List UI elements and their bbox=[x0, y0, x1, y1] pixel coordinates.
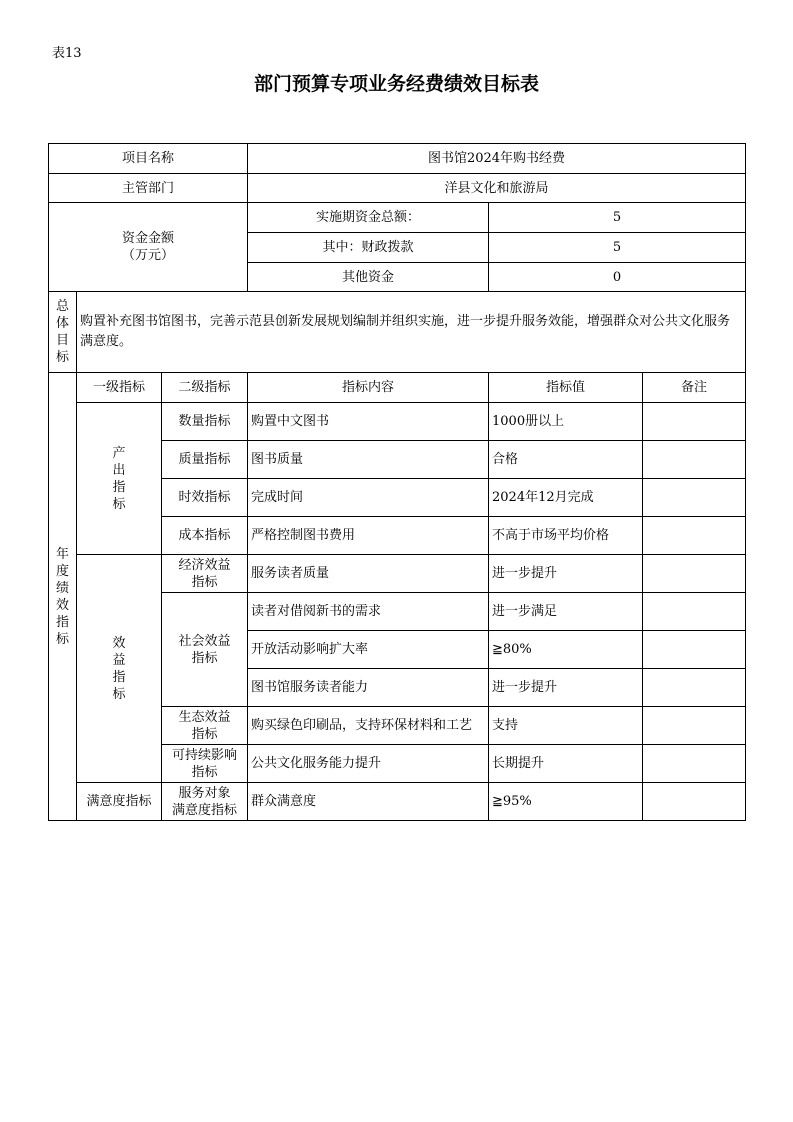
output-remark bbox=[643, 479, 746, 517]
social-value: ≧80% bbox=[489, 631, 643, 669]
satisfaction-level2-line2: 满意度指标 bbox=[171, 802, 237, 818]
output-level2: 成本指标 bbox=[162, 517, 248, 555]
output-remark bbox=[643, 517, 746, 555]
satisfaction-level1: 满意度指标 bbox=[77, 783, 162, 821]
social-value: 进一步满足 bbox=[489, 593, 643, 631]
economic-remark bbox=[643, 555, 746, 593]
department-value: 洋县文化和旅游局 bbox=[248, 174, 746, 203]
ecological-remark bbox=[643, 707, 746, 745]
department-label: 主管部门 bbox=[49, 174, 248, 203]
output-indicator-label bbox=[77, 403, 162, 555]
sustainable-remark bbox=[643, 745, 746, 783]
sustainable-level2 bbox=[162, 745, 248, 783]
output-content: 严格控制图书费用 bbox=[248, 517, 489, 555]
social-level2-line1: 社会效益 bbox=[178, 633, 231, 649]
social-remark bbox=[643, 669, 746, 707]
ecological-content: 购买绿色印刷品，支持环保材料和工艺 bbox=[248, 707, 489, 745]
funds-total-row bbox=[49, 203, 746, 233]
social-remark bbox=[643, 631, 746, 669]
output-content: 图书质量 bbox=[248, 441, 489, 479]
overall-goal-label-char: 目 bbox=[55, 333, 69, 348]
funds-other-label: 其他资金 bbox=[248, 263, 489, 292]
header-level1: 一级指标 bbox=[77, 373, 162, 403]
output-remark bbox=[643, 403, 746, 441]
sustainable-level2-line2: 指标 bbox=[191, 764, 218, 780]
overall-goal-label-char: 标 bbox=[55, 350, 69, 365]
satisfaction-level2 bbox=[162, 783, 248, 821]
funds-fiscal-value: 5 bbox=[489, 233, 746, 263]
ecological-level2-line2: 指标 bbox=[191, 726, 218, 742]
annual-indicator-label-char: 绩 bbox=[55, 580, 69, 596]
benefit-label-char: 效 bbox=[112, 635, 126, 651]
output-content: 购置中文图书 bbox=[248, 403, 489, 441]
sustainable-value: 长期提升 bbox=[489, 745, 643, 783]
social-content: 图书馆服务读者能力 bbox=[248, 669, 489, 707]
benefit-label-char: 标 bbox=[112, 686, 126, 702]
department-row bbox=[49, 174, 746, 203]
sustainable-content: 公共文化服务能力提升 bbox=[248, 745, 489, 783]
annual-indicator-label bbox=[49, 373, 77, 821]
overall-goal-label-char: 体 bbox=[55, 316, 69, 331]
economic-level2-line2: 指标 bbox=[191, 574, 218, 590]
page-title: 部门预算专项业务经费绩效目标表 bbox=[253, 73, 539, 95]
output-value: 2024年12月完成 bbox=[489, 479, 643, 517]
header-remark: 备注 bbox=[643, 373, 746, 403]
output-remark bbox=[643, 441, 746, 479]
output-level2: 质量指标 bbox=[162, 441, 248, 479]
satisfaction-level2-line1: 服务对象 bbox=[178, 785, 231, 801]
table-number: 表13 bbox=[52, 46, 82, 61]
project-label: 项目名称 bbox=[49, 144, 248, 174]
output-value: 1000册以上 bbox=[489, 403, 643, 441]
header-level2: 二级指标 bbox=[162, 373, 248, 403]
ecological-level2-line1: 生态效益 bbox=[178, 709, 231, 725]
economic-level2 bbox=[162, 555, 248, 593]
social-value: 进一步提升 bbox=[489, 669, 643, 707]
funds-label-line1: 资金金额 bbox=[121, 231, 174, 246]
header-value: 指标值 bbox=[489, 373, 643, 403]
social-content: 读者对借阅新书的需求 bbox=[248, 593, 489, 631]
output-level2: 时效指标 bbox=[162, 479, 248, 517]
overall-goal-text: 购置补充图书馆图书，完善示范县创新发展规划编制并组织实施，进一步提升服务效能，增强群众对公共文化服务满意度。 bbox=[77, 292, 746, 373]
project-value: 图书馆2024年购书经费 bbox=[248, 144, 746, 174]
economic-content: 服务读者质量 bbox=[248, 555, 489, 593]
output-row bbox=[49, 403, 746, 441]
funds-label-line2: （万元） bbox=[121, 248, 174, 263]
output-value: 合格 bbox=[489, 441, 643, 479]
social-level2 bbox=[162, 593, 248, 707]
project-row bbox=[49, 144, 746, 174]
header-content: 指标内容 bbox=[248, 373, 489, 403]
satisfaction-remark bbox=[643, 783, 746, 821]
output-value: 不高于市场平均价格 bbox=[489, 517, 643, 555]
funds-fiscal-label: 其中：财政拨款 bbox=[248, 233, 489, 263]
overall-goal-label bbox=[49, 292, 77, 373]
benefit-label-char: 指 bbox=[112, 669, 126, 685]
economic-row bbox=[49, 555, 746, 593]
annual-indicator-label-char: 标 bbox=[55, 631, 69, 647]
annual-indicator-label-char: 年 bbox=[55, 546, 69, 562]
output-label-char: 产 bbox=[112, 445, 126, 461]
economic-level2-line1: 经济效益 bbox=[178, 557, 231, 573]
social-content: 开放活动影响扩大率 bbox=[248, 631, 489, 669]
social-remark bbox=[643, 593, 746, 631]
overall-goal-row bbox=[49, 292, 746, 373]
performance-target-table bbox=[48, 143, 746, 821]
output-label-char: 标 bbox=[112, 496, 126, 512]
ecological-level2 bbox=[162, 707, 248, 745]
satisfaction-row bbox=[49, 783, 746, 821]
annual-indicator-label-char: 效 bbox=[55, 597, 69, 613]
annual-indicator-label-char: 指 bbox=[55, 614, 69, 630]
output-content: 完成时间 bbox=[248, 479, 489, 517]
economic-value: 进一步提升 bbox=[489, 555, 643, 593]
annual-indicator-label-char: 度 bbox=[55, 563, 69, 579]
funds-total-value: 5 bbox=[489, 203, 746, 233]
satisfaction-content: 群众满意度 bbox=[248, 783, 489, 821]
benefit-label-char: 益 bbox=[112, 652, 126, 668]
output-level2: 数量指标 bbox=[162, 403, 248, 441]
satisfaction-value: ≧95% bbox=[489, 783, 643, 821]
sustainable-level2-line1: 可持续影响 bbox=[171, 747, 237, 763]
ecological-value: 支持 bbox=[489, 707, 643, 745]
output-label-char: 指 bbox=[112, 479, 126, 495]
funds-total-label: 实施期资金总额： bbox=[248, 203, 489, 233]
funds-other-value: 0 bbox=[489, 263, 746, 292]
social-level2-line2: 指标 bbox=[191, 650, 218, 666]
output-label-char: 出 bbox=[112, 462, 126, 478]
overall-goal-label-char: 总 bbox=[55, 299, 69, 314]
benefit-indicator-label bbox=[77, 555, 162, 783]
indicator-header-row bbox=[49, 373, 746, 403]
funds-label bbox=[49, 203, 248, 292]
